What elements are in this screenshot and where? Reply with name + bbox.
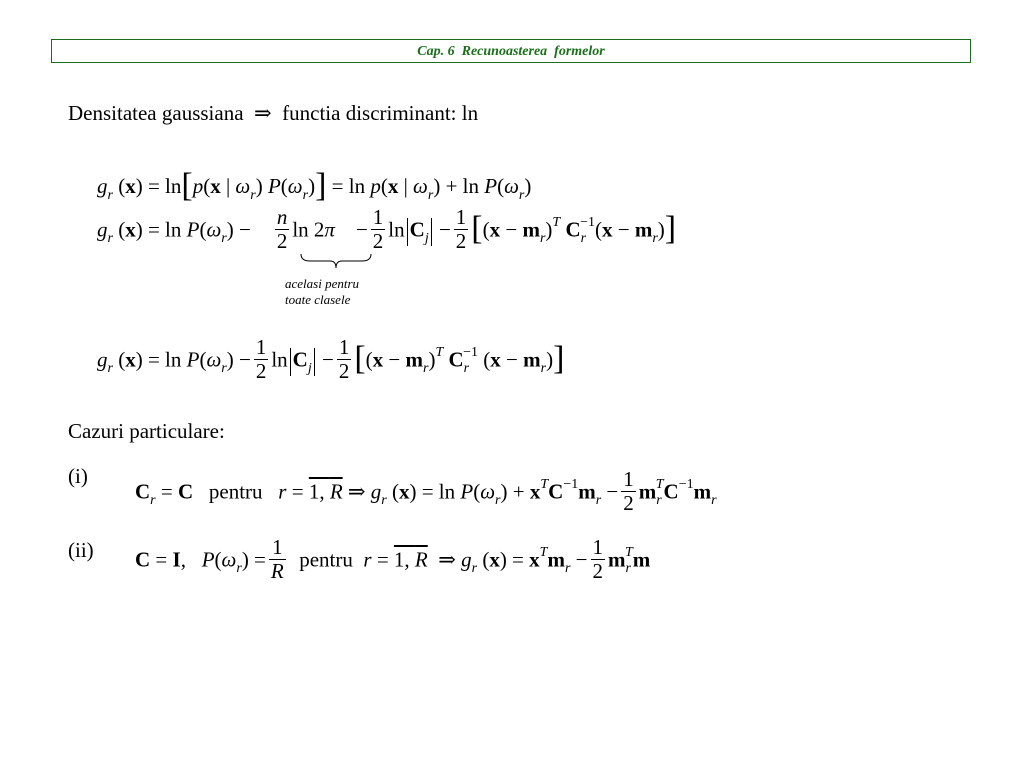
intro-text-before: Densitatea gaussiana [68,101,244,125]
underbrace-note [285,276,359,308]
chapter-header [51,39,971,63]
cases-title: Cazuri particulare: [68,419,225,443]
case-2-equation: C = I, $P(\omega_r)$ = $\frac{1}{R}$ pentru r = 1, R ⇒ $g_r$ $(x) = x^Tm_r$ − $\frac{1}{2}$ $m_r^Tm$ [135,535,651,584]
intro-text-after: functia discriminant: ln [282,101,479,125]
equation-3: $g_r$ $(x) = \ln P(\omega_r)$ − $\frac{1}{2}$ $\ln C_j$ − $\frac{1}{2}$ [$(x - m_r)^T$ $C_r^{-1}$ $(x - m_r)$] [97,335,565,384]
case-2-word: pentru [299,547,353,572]
case-2-label: (ii) [68,538,94,562]
case-1-label: (i) [68,464,88,488]
underbrace [300,253,372,269]
chapter-title: Cap. 6 Recunoasterea formelor [417,44,605,59]
intro-line [68,103,478,124]
equation-1: $g_r$ (x) = ln[p(x | $\omega_r$) $P(\omega_r)] = \ln p(x$ | $\omega_r) + \ln P(\omega_r)$ [97,167,532,204]
case-1-word: pentru [208,479,263,504]
implies-symbol: ⇒ [254,101,272,125]
case-1-equation: $C_r = C$ pentru r = 1, R ⇒ $g_r$ $(x) = \ln P(\omega_r) + x^TC^{-1}m_r$ − $\frac{1}{2}$ $m_r^TC^{-1}m_r$ [135,467,717,516]
equation-2: $g_r$ $(x) = \ln P(\omega_r)$ − $\frac{n}{2}$ ln 2π − $\frac{1}{2}$ $\ln C_j$ − $\frac{1}{2}$ [$(x - m_r)^T$ $C_r^{-1}(x - m_r)$] [97,205,677,254]
note-line-1: acelasi pentru [285,276,360,291]
note-line-2: toate clasele [285,292,351,307]
